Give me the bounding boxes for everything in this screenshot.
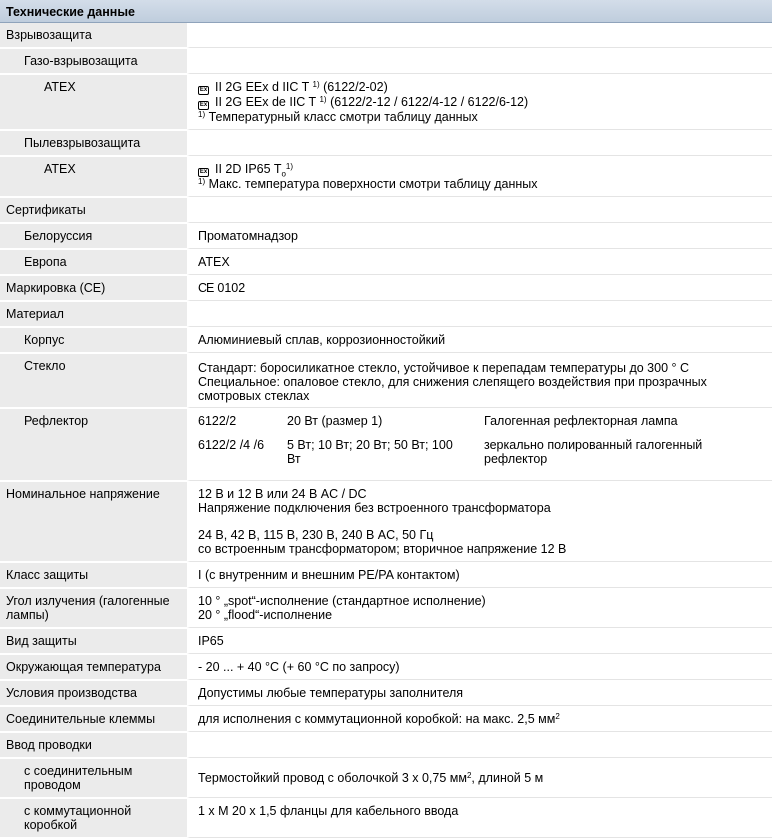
- label-production: Условия производства: [0, 681, 187, 705]
- row-marking: [0, 276, 772, 302]
- row-production: [0, 681, 772, 707]
- row-wiring: [0, 733, 772, 759]
- value-production: Допустимы любые температуры заполнителя: [187, 681, 772, 706]
- value-empty: [187, 131, 772, 156]
- value-dust-atex: Ex II 2D IP65 $T_o^{1)}$ $^{1)}$ Макс. температура поверхности смотри таблицу данных: [187, 157, 772, 197]
- row-beam-angle: [0, 589, 772, 629]
- row-material: [0, 302, 772, 328]
- label-dust-atex: ATEX: [0, 157, 187, 196]
- label-europe: Европа: [0, 250, 187, 274]
- row-voltage: [0, 482, 772, 563]
- value-cable: Термостойкий провод с оболочкой 3 x 0,75 $мм^2$, длиной 5 м: [187, 759, 772, 798]
- label-reflector: Рефлектор: [0, 409, 187, 480]
- value-empty: [187, 302, 772, 327]
- value-empty: [187, 733, 772, 758]
- label-explosion: Взрывозащита: [0, 23, 187, 47]
- label-body: Корпус: [0, 328, 187, 352]
- table-header: Технические данные: [0, 0, 772, 23]
- row-glass: [0, 354, 772, 409]
- value-beam-angle: 10 ° „spot“-исполнение (стандартное исполнение) 20 ° „flood“-исполнение: [187, 589, 772, 628]
- value-ambient: - 20 ... + 40 °C (+ 60 °C по запросу): [187, 655, 772, 680]
- label-glass: Стекло: [0, 354, 187, 407]
- value-protection-class: I (с внутренним и внешним PE/PA контактом): [187, 563, 772, 588]
- value-empty: [187, 49, 772, 74]
- label-voltage: Номинальное напряжение: [0, 482, 187, 561]
- label-material: Материал: [0, 302, 187, 326]
- label-marking: Маркировка (CE): [0, 276, 187, 300]
- value-body: Алюминиевый сплав, коррозионностойкий: [187, 328, 772, 353]
- row-protection-class: [0, 563, 772, 589]
- value-gas-atex: Ex II 2G EEx d IIC T $^{1)}$ (6122/2-02) Ex II 2G EEx de IIC T $^{1)}$ (6122/2-12 / 6122/4-12 / 6122/6-12) $^{1)}$ Температурный класс смотри таблицу данных: [187, 75, 772, 130]
- ex-icon: Ex: [199, 169, 208, 175]
- label-cable: с соединительным проводом: [0, 759, 187, 797]
- label-gas-atex: ATEX: [0, 75, 187, 129]
- label-ambient: Окружающая температура: [0, 655, 187, 679]
- value-empty: [187, 23, 772, 48]
- row-gas-atex: [0, 75, 772, 131]
- row-body: [0, 328, 772, 354]
- row-box: [0, 799, 772, 839]
- label-wiring: Ввод проводки: [0, 733, 187, 757]
- value-terminals: для исполнения с коммутационной коробкой: на макс. 2,5 $мм^2$: [187, 707, 772, 732]
- value-marking: CE 0102: [187, 276, 772, 301]
- row-belarus: [0, 224, 772, 250]
- row-certificates: [0, 198, 772, 224]
- reflector-row: 6122/2 20 Вт (размер 1) Галогенная рефлекторная лампа: [198, 414, 678, 428]
- label-box: с коммутационной коробкой: [0, 799, 187, 837]
- row-cable: [0, 759, 772, 799]
- row-dust-atex: [0, 157, 772, 198]
- row-dust: [0, 131, 772, 157]
- value-belarus: Проматомнадзор: [187, 224, 772, 249]
- row-ambient: [0, 655, 772, 681]
- row-terminals: [0, 707, 772, 733]
- ce-mark-icon: CE: [198, 281, 214, 295]
- value-voltage: 12 В и 12 В или 24 В AC / DC Напряжение подключения без встроенного трансформатора 24 В, 42 В, 115 В, 230 В, 240 В AC, 50 Гц со встроенным трансформатором; вторичное напряжение 12 В: [187, 482, 772, 562]
- value-box: 1 x M 20 x 1,5 фланцы для кабельного ввода: [187, 799, 772, 838]
- label-beam-angle: Угол излучения (галогенные лампы): [0, 589, 187, 627]
- row-gas: [0, 49, 772, 75]
- ex-icon: Ex: [199, 87, 208, 93]
- label-gas: Газо-взрывозащита: [0, 49, 187, 73]
- value-glass: Стандарт: боросиликатное стекло, устойчивое к перепадам температуры до 300 ° C Специальное: опаловое стекло, для снижения слепящего воздействия при прозрачных смотровых стеклах: [187, 354, 772, 408]
- row-europe: [0, 250, 772, 276]
- ex-icon: Ex: [199, 102, 208, 108]
- reflector-row: 6122/2 /4 /6 5 Вт; 10 Вт; 20 Вт; 50 Вт; 100 Вт зеркально полированный галогенный рефлектор: [198, 438, 703, 466]
- label-protection-type: Вид защиты: [0, 629, 187, 653]
- row-explosion: [0, 23, 772, 49]
- row-reflector: [0, 409, 772, 482]
- label-terminals: Соединительные клеммы: [0, 707, 187, 731]
- value-empty: [187, 198, 772, 223]
- value-protection-type: IP65: [187, 629, 772, 654]
- label-protection-class: Класс защиты: [0, 563, 187, 587]
- row-protection-type: [0, 629, 772, 655]
- label-belarus: Белоруссия: [0, 224, 187, 248]
- value-reflector: [187, 409, 772, 481]
- label-certificates: Сертификаты: [0, 198, 187, 222]
- label-dust: Пылевзрывозащита: [0, 131, 187, 155]
- value-europe: ATEX: [187, 250, 772, 275]
